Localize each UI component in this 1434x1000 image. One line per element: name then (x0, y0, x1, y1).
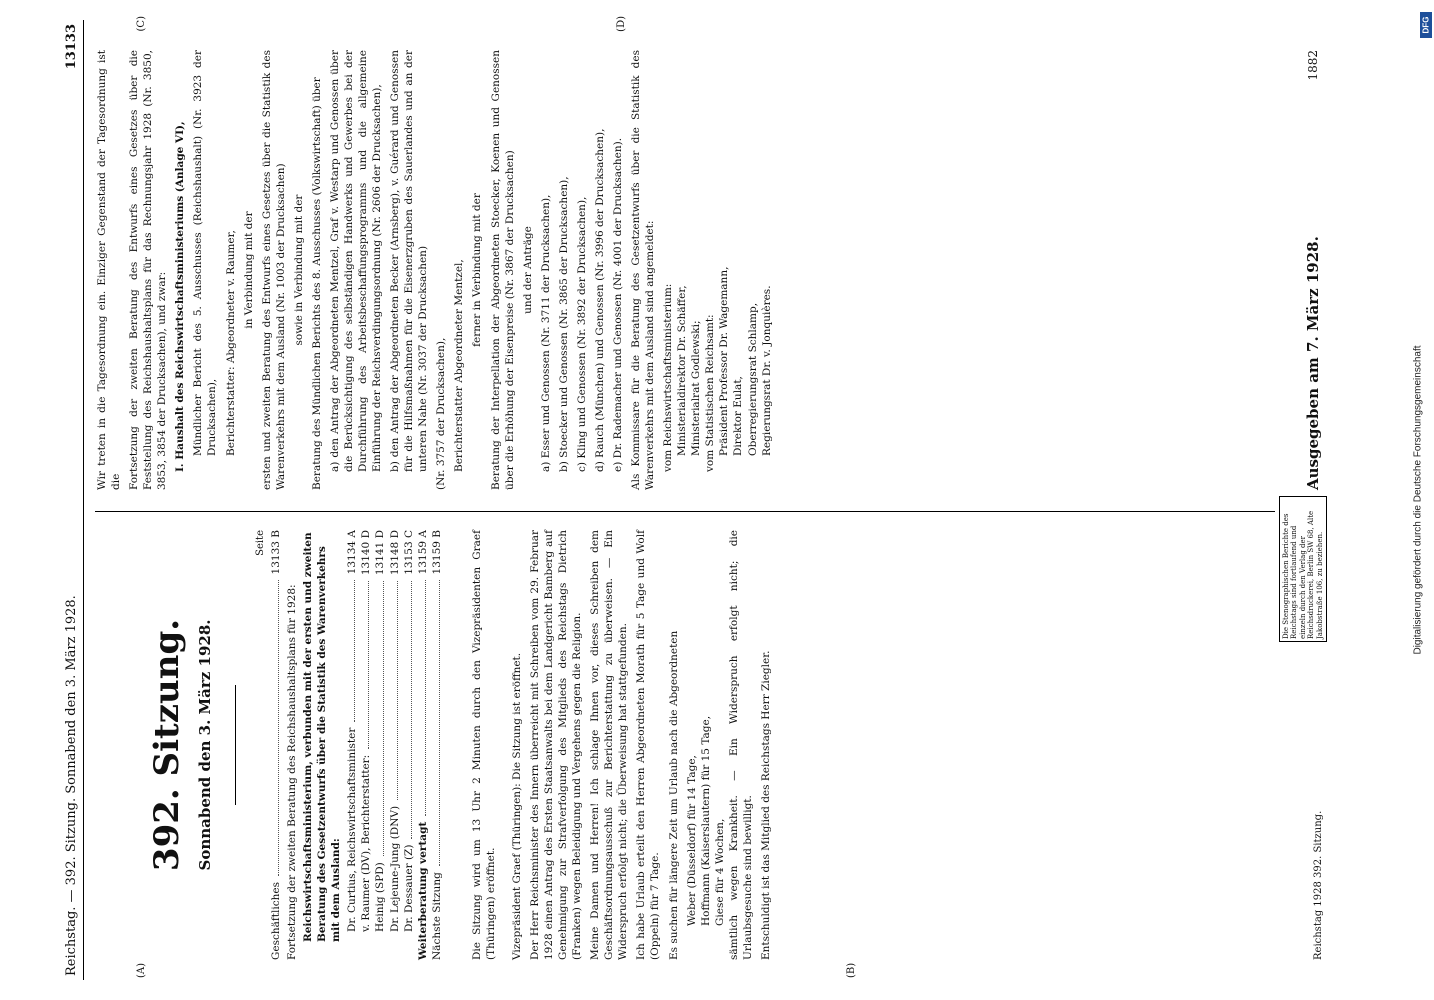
body-paragraph: Ich habe Urlaub erteilt den Herren Abgeordneten Morath für 5 Tage und Wolf (Oppeln) für 7 Tage. (635, 530, 662, 960)
list-item: c) Kling und Genossen (Nr. 3892 der Drucksachen), (575, 196, 588, 472)
body-paragraph: in Verbindung mit der (242, 211, 255, 329)
dfg-logo: DFG (1420, 12, 1432, 38)
list-item: Ministerialrat Godlewski; (690, 320, 703, 456)
toc-row: Dr. Curtius, Reichswirtschaftsminister 13134 A (346, 530, 359, 932)
footer-signature: Reichstag 1928 392. Sitzung. (1312, 810, 1324, 960)
margin-marker-a: (A) (136, 962, 147, 978)
publisher-box: Die Stenographischen Berichte des Reichstags sind fortlaufend und einzeln durch den Verlag der Reichsdruckerei, Berlin SW 68, Alte Jakobstraße 106, zu beziehen. (1279, 496, 1327, 642)
list-item: a) den Antrag der Abgeordneten Mentzel, Graf v. Westarp und Genossen über die Berücksichtigung des selbständigen Handwerks und Gewerbes bei der Durchführung des Arbeitsbeschaffungsprogramms und die allgemeine Einführung der Reichsverdingungsordnung (Nr. 2606 der Drucksachen), (328, 50, 384, 472)
digitization-text: Digitalisierung gefördert durch die Deutsche Forschungsgemeinschaft (1412, 345, 1424, 655)
running-head: Reichstag. — 392. Sitzung. Sonnabend den 3. März 1928. (63, 595, 79, 976)
body-paragraph: Mündlicher Bericht des 5. Ausschusses (Reichshaushalt) (Nr. 3923 der Drucksachen), (192, 50, 219, 456)
toc-row: v. Raumer (DV), Berichterstatter: 13140 D (360, 530, 373, 932)
page-footer (1282, 40, 1325, 960)
list-item: d) Rauch (München) und Genossen (Nr. 3996 der Drucksachen), (593, 128, 606, 472)
list-item: a) Esser und Genossen (Nr. 3711 der Drucksachen), (539, 194, 552, 472)
body-paragraph: ersten und zweiten Beratung des Entwurfs eines Gesetzes über die Statistik des Warenverkehrs mit dem Ausland (Nr. 1003 der Drucksachen) (260, 50, 287, 490)
body-paragraph: Es suchen für längere Zeit um Urlaub nach die Abgeordneten (667, 630, 680, 960)
document-page (55, 16, 1345, 980)
agenda-item: I. Haushalt des Reichswirtschaftsministeriums (Anlage VI), (174, 121, 187, 472)
list-item: Ministerialdirektor Dr. Schäffer, (676, 285, 689, 456)
list-item: Regierungsrat Dr. v. Jonquières. (760, 285, 773, 456)
list-item: Weber (Düsseldorf) für 14 Tage, (685, 755, 698, 926)
toc-row: Dr. Lejeune-Jung (DNV) 13148 D (388, 530, 401, 932)
body-paragraph: Vizepräsident Graef (Thüringen): Die Sitzung ist eröffnet. (510, 652, 523, 960)
toc-row: Nächste Sitzung 13159 B (430, 530, 443, 960)
margin-marker-c: (C) (136, 16, 147, 32)
toc-row: Heinig (SPD) 13141 D (374, 530, 387, 932)
body-paragraph: und der Anträge (521, 226, 534, 314)
commissioners-head: vom Reichswirtschaftsministerium: (662, 283, 675, 472)
body-paragraph: Beratung der Interpellation der Abgeordneten Stoecker, Koenen und Genossen über die Erhöhung der Eisenpreise (Nr. 3867 der Drucksachen) (489, 50, 516, 490)
body-paragraph: sämtlich wegen Krankheit. — Ein Widerspruch erfolgt nicht; die Urlaubsgesuche sind bewilligt. (727, 530, 754, 960)
list-item: Oberregierungsrat Schlamp, (746, 302, 759, 456)
body-paragraph: (Nr. 3757 der Drucksachen), (435, 337, 448, 490)
digitization-note (1404, 0, 1432, 1000)
body-paragraph: sowie in Verbindung mit der (292, 194, 305, 346)
column-divider (95, 511, 1275, 512)
session-title: 392. Sitzung. (147, 618, 187, 872)
body-paragraph: Als Kommissare für die Beratung des Gesetzentwurfs über die Statistik des Warenverkehrs mit dem Ausland sind angemeldet: (630, 50, 657, 490)
body-paragraph: Der Herr Reichsminister des Innern überreicht mit Schreiben vom 29. Februar 1928 einen Antrag des Ersten Staatsanwalts bei dem Landgericht Bamberg auf Genehmigung zur Strafverfolgung des Mitglieds des Reichstags Dietrich (Franken) wegen Beleidigung und Vergehens gegen die Religion. (528, 530, 584, 960)
list-item: Präsident Professor Dr. Wagemann, (718, 266, 731, 456)
list-item: Giese für 4 Wochen, (713, 818, 726, 926)
list-item: Hoffmann (Kaiserslautern) für 15 Tage, (699, 715, 712, 926)
body-paragraph: Meine Damen und Herren! Ich schlage Ihnen vor, dieses Schreiben dem Geschäftsordnungsausschuß zur Berichterstattung zu überweisen. — Ein Widerspruch erfolgt nicht; die Überweisung hat stattgefunden. (589, 530, 630, 960)
issued-date: Ausgegeben am 7. März 1928. (1303, 236, 1322, 490)
page-header (55, 20, 84, 980)
title-rule (235, 685, 236, 805)
margin-marker-b: (B) (846, 962, 857, 978)
list-item: Direktor Eulat, (732, 376, 745, 456)
left-column (95, 530, 777, 960)
list-item: e) Dr. Rademacher und Genossen (Nr. 4001 der Drucksachen). (611, 137, 624, 472)
body-paragraph: Fortsetzung der zweiten Beratung des Entwurfs eines Gesetzes über die Feststellung des Reichshaushaltsplans für das Rechnungsjahr 1928 (Nr. 3850, 3853, 3854 der Drucksachen), und zwar: (128, 50, 169, 490)
body-paragraph: Beratung des Mündlichen Berichts des 8. Ausschusses (Volkswirtschaft) über (310, 77, 323, 490)
list-item: b) Stoecker und Genossen (Nr. 3865 der Drucksachen), (557, 176, 570, 472)
toc-page-head: Seite (254, 530, 266, 556)
toc-row: Dr. Dessauer (Z) 13153 C (402, 530, 415, 932)
toc-row: Weiterberatung vertagt 13159 A (416, 530, 429, 960)
commissioners-head: vom Statistischen Reichsamt: (704, 314, 717, 472)
opening-paragraph: Die Sitzung wird um 13 Uhr 2 Minuten durch den Vizepräsidenten Graef (Thüringen) eröffnet. (470, 530, 497, 960)
list-item: b) den Antrag der Abgeordneten Becker (Arnsberg), v. Guérard und Genossen für die Hilfsmaßnahmen für die Eisenerzgruben des Sauerlandes und an der unteren Nahe (Nr. 3037 der Drucksachen) (389, 50, 430, 472)
session-date: Sonnabend den 3. März 1928. (195, 619, 214, 871)
body-paragraph: ferner in Verbindung mit der (471, 193, 484, 347)
right-column (95, 50, 774, 490)
page-number: 13133 (63, 24, 79, 70)
body-paragraph: Wir treten in die Tagesordnung ein. Einziger Gegenstand der Tagesordnung ist die (96, 50, 123, 490)
body-paragraph: Berichterstatter: Abgeordneter v. Raumer, (224, 230, 237, 456)
toc-row: Geschäftliches 13133 B (270, 530, 283, 960)
toc-budget: Fortsetzung der zweiten Beratung des Reichshaushaltsplans für 1928: (286, 584, 299, 960)
body-paragraph: Entschuldigt ist das Mitglied des Reichstags Herr Ziegler. (759, 650, 772, 960)
print-number: 1882 (1305, 50, 1320, 81)
toc-ministry: Reichswirtschaftsministerium, verbunden mit der ersten und zweiten Beratung des Gesetzentwurfs über die Statistik des Warenverkehrs mit dem Ausland: (302, 532, 343, 942)
body-paragraph: Berichterstatter Abgeordneter Mentzel, (453, 259, 466, 472)
margin-marker-d: (D) (616, 16, 627, 32)
